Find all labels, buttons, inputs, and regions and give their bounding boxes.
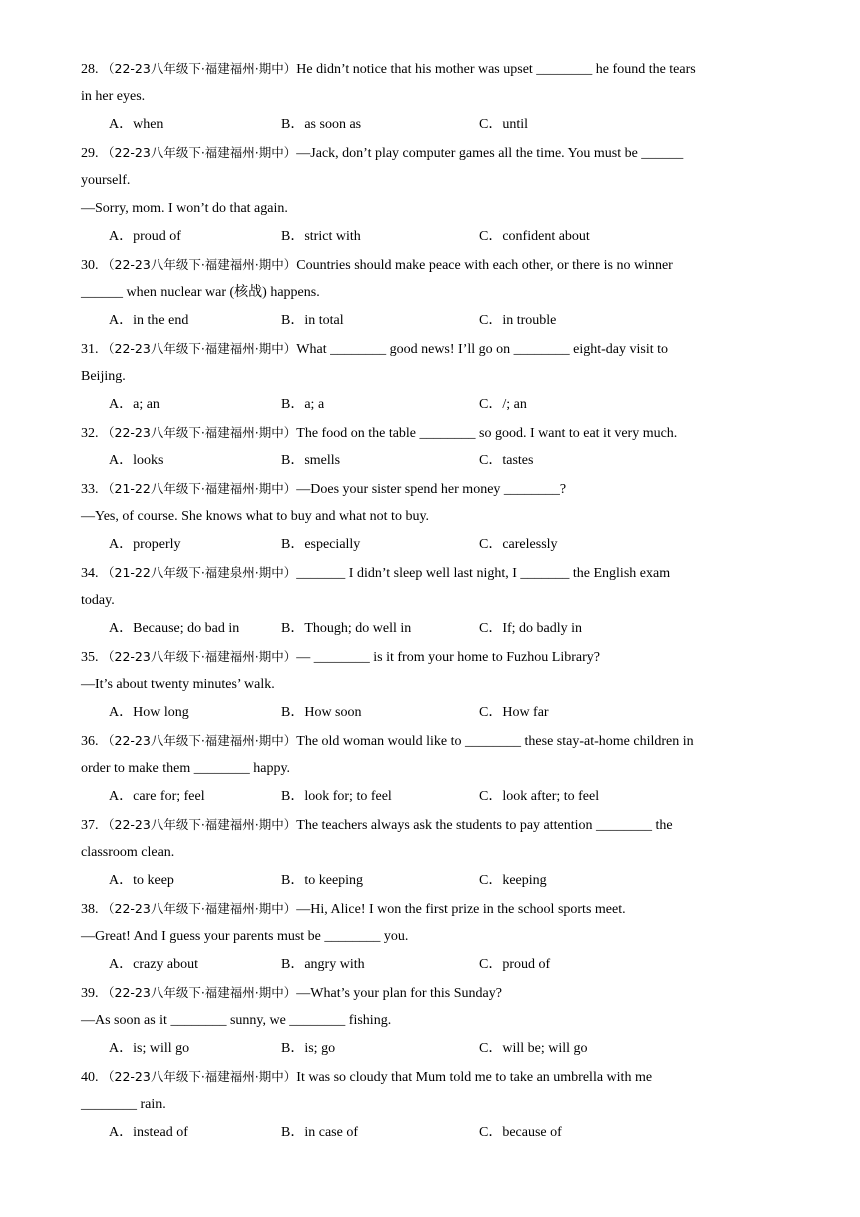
- question-text: —Yes, of course. She knows what to buy and what not to buy.: [81, 509, 430, 524]
- question-text: ______ when nuclear war (核战) happens.: [81, 285, 320, 300]
- option-a: A．crazy about: [109, 957, 199, 972]
- question-stem-line: [81, 57, 781, 85]
- question-item: [81, 729, 781, 813]
- question-text: —Sorry, mom. I won’t do that again.: [81, 201, 288, 216]
- question-text: The old woman would like to ________ these stay-at-home children in: [296, 734, 694, 749]
- option-c: C．until: [479, 117, 529, 132]
- question-source: （22-23八年级下·福建福州·期中）: [102, 985, 297, 1000]
- option-b: B．strict with: [281, 229, 361, 244]
- option-c: C．confident about: [479, 229, 590, 244]
- question-text: He didn’t notice that his mother was upset ________ he found the tears: [296, 62, 696, 77]
- question-text: order to make them ________ happy.: [81, 761, 291, 776]
- option-b: B．in total: [281, 313, 344, 328]
- question-number: 28.: [81, 62, 99, 77]
- question-number: 29.: [81, 146, 99, 161]
- question-source: （21-22八年级下·福建泉州·期中）: [102, 565, 297, 580]
- question-item: [81, 645, 781, 729]
- answer-options: [81, 869, 781, 897]
- option-a: A．a; an: [109, 397, 160, 412]
- question-stem-line: [81, 337, 781, 365]
- question-stem-line: [81, 561, 781, 589]
- question-item: [81, 421, 781, 477]
- question-text: —It’s about twenty minutes’ walk.: [81, 677, 275, 692]
- question-continuation-line: [81, 281, 781, 309]
- option-b: B．angry with: [281, 957, 365, 972]
- question-text: —Jack, don’t play computer games all the time. You must be ______: [296, 146, 684, 161]
- question-source: （22-23八年级下·福建福州·期中）: [102, 145, 297, 160]
- question-item: [81, 337, 781, 421]
- answer-options: [81, 113, 781, 141]
- option-b: B．smells: [281, 453, 341, 468]
- option-c: C．/; an: [479, 397, 527, 412]
- option-a: A．looks: [109, 453, 164, 468]
- question-stem-line: [81, 981, 781, 1009]
- question-number: 38.: [81, 902, 99, 917]
- option-b: B．especially: [281, 537, 361, 552]
- question-source: （22-23八年级下·福建福州·期中）: [102, 1069, 297, 1084]
- question-stem-line: [81, 813, 781, 841]
- answer-options: [81, 701, 781, 729]
- question-source: （22-23八年级下·福建福州·期中）: [102, 817, 297, 832]
- option-c: C．How far: [479, 705, 549, 720]
- question-continuation-line: [81, 1009, 781, 1037]
- question-item: [81, 57, 781, 141]
- answer-options: [81, 617, 781, 645]
- question-continuation-line: [81, 365, 781, 393]
- answer-options: [81, 953, 781, 981]
- question-number: 30.: [81, 258, 99, 273]
- question-continuation-line: [81, 505, 781, 533]
- question-text: in her eyes.: [81, 89, 146, 104]
- question-text: Beijing.: [81, 369, 126, 384]
- question-stem-line: [81, 477, 781, 505]
- option-c: C．If; do badly in: [479, 621, 583, 636]
- question-number: 32.: [81, 426, 99, 441]
- option-b: B．Though; do well in: [281, 621, 412, 636]
- question-text: —Great! And I guess your parents must be ________ you.: [81, 929, 409, 944]
- question-continuation-line: [81, 169, 781, 197]
- answer-options: [81, 225, 781, 253]
- question-text: The teachers always ask the students to pay attention ________ the: [296, 818, 673, 833]
- option-a: A．Because; do bad in: [109, 621, 240, 636]
- question-text: It was so cloudy that Mum told me to take an umbrella with me: [296, 1070, 653, 1085]
- option-a: A．How long: [109, 705, 189, 720]
- question-text: What ________ good news! I’ll go on ________ eight-day visit to: [296, 342, 669, 357]
- answer-options: [81, 533, 781, 561]
- question-text: — ________ is it from your home to Fuzhou Library?: [296, 650, 600, 665]
- option-a: A．when: [109, 117, 164, 132]
- question-source: （22-23八年级下·福建福州·期中）: [102, 901, 297, 916]
- question-source: （22-23八年级下·福建福州·期中）: [102, 257, 297, 272]
- option-c: C．in trouble: [479, 313, 557, 328]
- question-continuation-line: [81, 1093, 781, 1121]
- question-item: [81, 897, 781, 981]
- question-item: [81, 813, 781, 897]
- question-stem-line: [81, 729, 781, 757]
- answer-options: [81, 1121, 781, 1149]
- option-a: A．properly: [109, 537, 181, 552]
- question-source: （21-22八年级下·福建福州·期中）: [102, 481, 297, 496]
- question-stem-line: [81, 421, 781, 449]
- question-number: 37.: [81, 818, 99, 833]
- question-item: [81, 477, 781, 561]
- question-number: 40.: [81, 1070, 99, 1085]
- question-list: [81, 57, 781, 1149]
- question-text: —What’s your plan for this Sunday?: [296, 986, 502, 1001]
- question-text: —Does your sister spend her money ________?: [296, 482, 567, 497]
- question-stem-line: [81, 645, 781, 673]
- question-text: yourself.: [81, 173, 131, 188]
- option-b: B．in case of: [281, 1125, 358, 1140]
- question-source: （22-23八年级下·福建福州·期中）: [102, 341, 297, 356]
- option-a: A．proud of: [109, 229, 181, 244]
- answer-options: [81, 449, 781, 477]
- answer-options: [81, 309, 781, 337]
- question-item: [81, 981, 781, 1065]
- question-continuation-line: [81, 841, 781, 869]
- question-source: （22-23八年级下·福建福州·期中）: [102, 61, 297, 76]
- question-stem-line: [81, 1065, 781, 1093]
- question-text: _______ I didn’t sleep well last night, I _______ the English exam: [296, 566, 671, 581]
- option-c: C．look after; to feel: [479, 789, 600, 804]
- question-continuation-line: [81, 589, 781, 617]
- option-c: C．will be; will go: [479, 1041, 588, 1056]
- option-a: A．to keep: [109, 873, 174, 888]
- option-c: C．carelessly: [479, 537, 558, 552]
- question-number: 33.: [81, 482, 99, 497]
- question-number: 34.: [81, 566, 99, 581]
- question-text: —Hi, Alice! I won the first prize in the school sports meet.: [296, 902, 626, 917]
- option-b: B．to keeping: [281, 873, 364, 888]
- question-source: （22-23八年级下·福建福州·期中）: [102, 733, 297, 748]
- question-continuation-line: [81, 757, 781, 785]
- option-c: C．keeping: [479, 873, 547, 888]
- question-number: 39.: [81, 986, 99, 1001]
- question-text: —As soon as it ________ sunny, we ________ fishing.: [81, 1013, 392, 1028]
- option-a: A．care for; feel: [109, 789, 205, 804]
- option-b: B．look for; to feel: [281, 789, 392, 804]
- option-a: A．is; will go: [109, 1041, 190, 1056]
- option-b: B．a; a: [281, 397, 325, 412]
- question-stem-line: [81, 141, 781, 169]
- question-number: 36.: [81, 734, 99, 749]
- question-text: The food on the table ________ so good. I want to eat it very much.: [296, 426, 678, 441]
- option-c: C．because of: [479, 1125, 562, 1140]
- question-stem-line: [81, 253, 781, 281]
- question-source: （22-23八年级下·福建福州·期中）: [102, 649, 297, 664]
- question-item: [81, 141, 781, 253]
- question-continuation-line: [81, 673, 781, 701]
- question-continuation-line: [81, 197, 781, 225]
- option-b: B．How soon: [281, 705, 362, 720]
- question-text: classroom clean.: [81, 845, 175, 860]
- question-continuation-line: [81, 85, 781, 113]
- question-continuation-line: [81, 925, 781, 953]
- question-number: 35.: [81, 650, 99, 665]
- question-number: 31.: [81, 342, 99, 357]
- question-item: [81, 253, 781, 337]
- option-a: A．instead of: [109, 1125, 188, 1140]
- option-c: C．tastes: [479, 453, 534, 468]
- option-c: C．proud of: [479, 957, 551, 972]
- question-text: Countries should make peace with each other, or there is no winner: [296, 258, 673, 273]
- option-b: B．as soon as: [281, 117, 362, 132]
- answer-options: [81, 393, 781, 421]
- answer-options: [81, 1037, 781, 1065]
- answer-options: [81, 785, 781, 813]
- question-text: ________ rain.: [81, 1097, 166, 1112]
- question-item: [81, 561, 781, 645]
- question-stem-line: [81, 897, 781, 925]
- option-a: A．in the end: [109, 313, 189, 328]
- question-text: today.: [81, 593, 115, 608]
- option-b: B．is; go: [281, 1041, 336, 1056]
- question-item: [81, 1065, 781, 1149]
- question-source: （22-23八年级下·福建福州·期中）: [102, 425, 297, 440]
